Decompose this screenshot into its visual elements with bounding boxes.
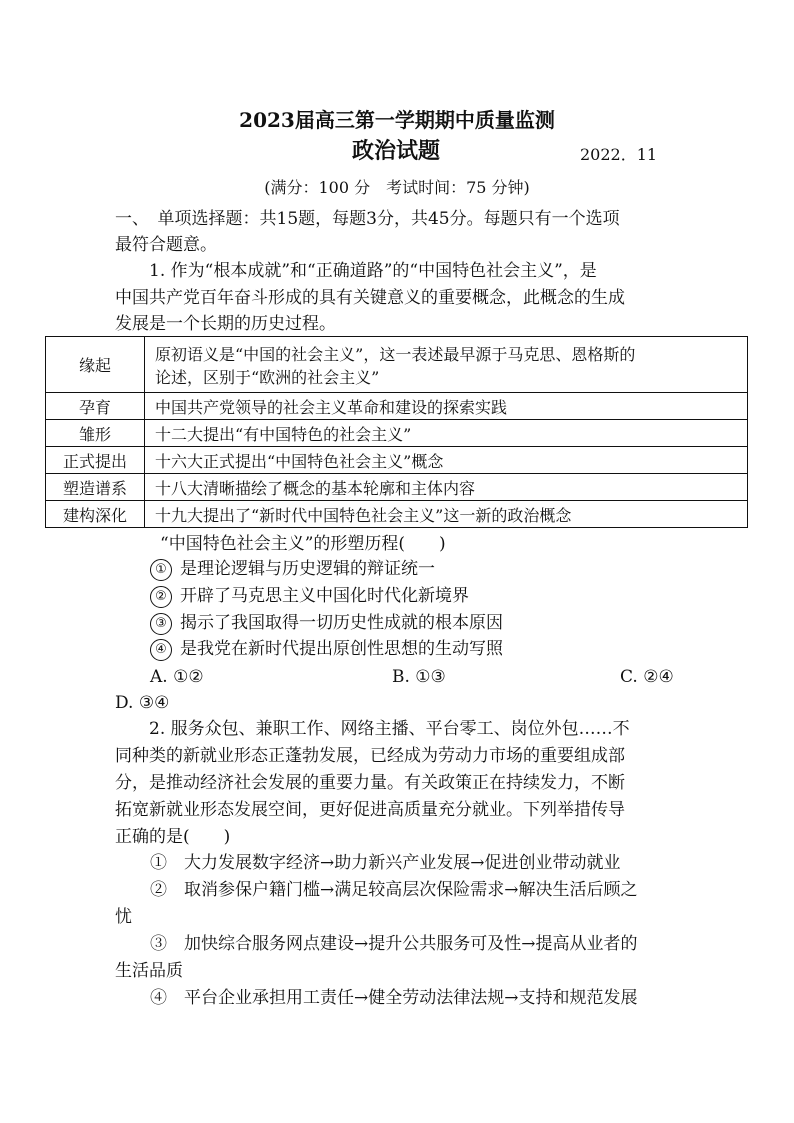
section-heading: 一、 单项选择题：共15题，每题3分，共45分。每题只有一个选项 xyxy=(115,209,620,229)
q1-option xyxy=(150,637,503,661)
option-text: 是我党在新时代提出原创性思想的生动写照 xyxy=(180,639,503,659)
option-number: ③ xyxy=(150,613,172,635)
option-text: 是理论逻辑与历史逻辑的辩证统一 xyxy=(180,559,435,579)
section-heading-cont: 最符合题意。 xyxy=(115,235,217,255)
exam-title: 2023届高三第一学期期中质量监测 xyxy=(239,108,555,132)
answer-b: B. ①③ xyxy=(392,667,446,687)
stage-cell: 雏形 xyxy=(46,420,145,447)
exam-meta: (满分：100 分 考试时间：75 分钟) xyxy=(264,178,530,197)
q1-stem-line: 中国共产党百年奋斗形成的具有关键意义的重要概念，此概念的生成 xyxy=(115,288,625,308)
exam-date: 2022．11 xyxy=(580,145,658,164)
stage-cell: 缘起 xyxy=(46,337,145,393)
option-number: ④ xyxy=(150,639,172,661)
table-row xyxy=(46,474,748,501)
answer-c: C. ②④ xyxy=(620,667,674,687)
q1-stem-line: 发展是一个长期的历史过程。 xyxy=(115,314,336,334)
q2-option: ① 大力发展数字经济→助力新兴产业发展→促进创业带动就业 xyxy=(150,853,621,873)
q2-option: ④ 平台企业承担用工责任→健全劳动法律法规→支持和规范发展 xyxy=(150,988,638,1008)
answer-a: A. ①② xyxy=(150,667,204,687)
q1-option xyxy=(150,584,469,608)
q1-stem-line: 1. 作为“根本成就”和“正确道路”的“中国特色社会主义”，是 xyxy=(149,261,597,281)
q1-history-table xyxy=(45,336,748,528)
q2-option-cont: 生活品质 xyxy=(115,961,183,981)
table-row xyxy=(46,420,748,447)
q2-stem-line: 2. 服务众包、兼职工作、网络主播、平台零工、岗位外包……不 xyxy=(149,719,630,739)
desc-cell: 十二大提出“有中国特色的社会主义” xyxy=(145,420,748,447)
table-row xyxy=(46,337,748,393)
q2-stem-line: 正确的是( ) xyxy=(115,827,231,847)
stage-cell: 正式提出 xyxy=(46,447,145,474)
q2-stem-line: 分，是推动经济社会发展的重要力量。有关政策正在持续发力，不断 xyxy=(115,773,625,793)
desc-cell: 十九大提出了“新时代中国特色社会主义”这一新的政治概念 xyxy=(145,501,748,528)
table-row xyxy=(46,447,748,474)
q2-option-cont: 忧 xyxy=(115,907,132,927)
option-text: 揭示了我国取得一切历史性成就的根本原因 xyxy=(180,613,503,633)
q2-stem-line: 同种类的新就业形态正蓬勃发展，已经成为劳动力市场的重要组成部 xyxy=(115,746,625,766)
stage-cell: 孕育 xyxy=(46,393,145,420)
q2-stem-line: 拓宽新就业形态发展空间，更好促进高质量充分就业。下列举措传导 xyxy=(115,800,625,820)
desc-cell xyxy=(145,337,748,393)
option-number: ② xyxy=(150,586,172,608)
desc-cell: 中国共产党领导的社会主义革命和建设的探索实践 xyxy=(145,393,748,420)
desc-cell: 十八大清晰描绘了概念的基本轮廓和主体内容 xyxy=(145,474,748,501)
desc-line: 论述，区别于“欧洲的社会主义” xyxy=(155,367,380,387)
table-row xyxy=(46,501,748,528)
answer-d: D. ③④ xyxy=(115,693,170,713)
q1-question: “中国特色社会主义”的形塑历程( ) xyxy=(160,534,446,554)
stage-cell: 塑造谱系 xyxy=(46,474,145,501)
option-number: ① xyxy=(150,559,172,581)
desc-line: 原初语义是“中国的社会主义”，这一表述最早源于马克思、恩格斯的 xyxy=(155,344,636,364)
q2-option: ② 取消参保户籍门槛→满足较高层次保险需求→解决生活后顾之 xyxy=(150,880,638,900)
q1-option xyxy=(150,557,435,581)
table-row xyxy=(46,393,748,420)
q1-option xyxy=(150,611,503,635)
option-text: 开辟了马克思主义中国化时代化新境界 xyxy=(180,586,469,606)
desc-cell: 十六大正式提出“中国特色社会主义”概念 xyxy=(145,447,748,474)
q2-option: ③ 加快综合服务网点建设→提升公共服务可及性→提高从业者的 xyxy=(150,934,638,954)
stage-cell: 建构深化 xyxy=(46,501,145,528)
subject-title: 政治试题 xyxy=(352,138,441,164)
